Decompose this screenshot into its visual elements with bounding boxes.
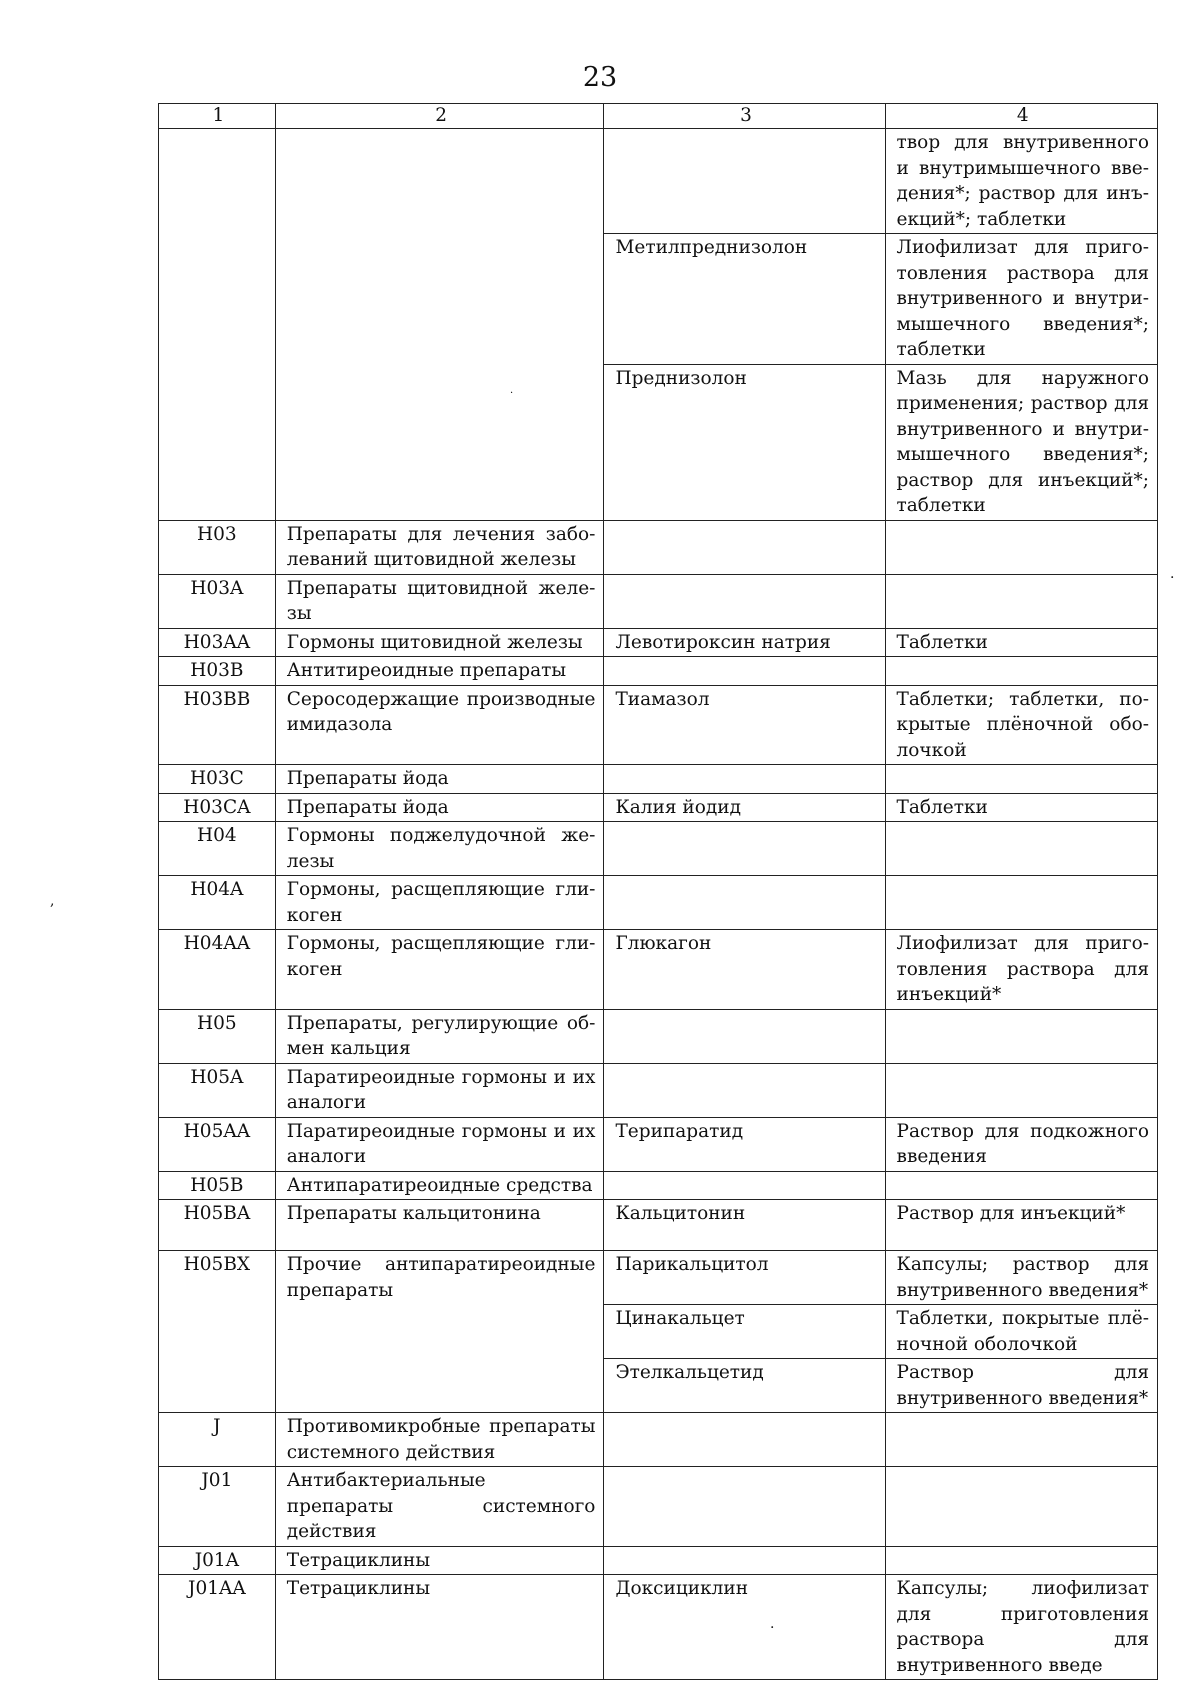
group-name-cell: Препараты, регулирующие обмен кальция bbox=[275, 1009, 604, 1063]
table-row bbox=[159, 628, 1158, 657]
atc-code-cell: H05A bbox=[159, 1063, 276, 1117]
dosage-form-cell: Капсулы; раствор для внутривенного введения* bbox=[885, 1251, 1157, 1305]
dosage-form-cell: Таблетки bbox=[885, 793, 1157, 822]
atc-code-cell: H03A bbox=[159, 574, 276, 628]
group-name-cell: Гормоны поджелудочной железы bbox=[275, 822, 604, 876]
header-col-1: 1 bbox=[159, 104, 276, 129]
dosage-form-cell: Раствор для внутривенного введения* bbox=[885, 1359, 1157, 1413]
table-row bbox=[159, 1251, 1158, 1305]
table-row bbox=[159, 129, 1158, 234]
group-name-cell: Прочие антипаратиреоидные препараты bbox=[275, 1251, 604, 1413]
scan-mark: · bbox=[1170, 570, 1175, 586]
table-row bbox=[159, 793, 1158, 822]
table-row bbox=[159, 765, 1158, 794]
drug-name-cell bbox=[604, 657, 885, 686]
atc-code-cell: H05BX bbox=[159, 1251, 276, 1413]
atc-code-cell: H04 bbox=[159, 822, 276, 876]
group-name-cell bbox=[275, 129, 604, 521]
drug-name-cell bbox=[604, 765, 885, 794]
scan-mark: · bbox=[510, 388, 514, 399]
dosage-form-cell bbox=[885, 657, 1157, 686]
table-row bbox=[159, 876, 1158, 930]
table-row bbox=[159, 685, 1158, 765]
group-name-cell: Серосодержащие производные имидазола bbox=[275, 685, 604, 765]
drug-name-cell bbox=[604, 1546, 885, 1575]
table-row bbox=[159, 657, 1158, 686]
dosage-form-cell bbox=[885, 1009, 1157, 1063]
drug-name-cell: Глюкагон bbox=[604, 930, 885, 1010]
dosage-form-cell: Таблетки bbox=[885, 628, 1157, 657]
dosage-form-cell bbox=[885, 574, 1157, 628]
table-row bbox=[159, 574, 1158, 628]
dosage-form-cell: Таблетки, покрытые плёночной оболочкой bbox=[885, 1305, 1157, 1359]
dosage-form-cell: Таблетки; таблетки, покрытые плёночной оболочкой bbox=[885, 685, 1157, 765]
group-name-cell: Антибактериальные препараты системного действия bbox=[275, 1467, 604, 1547]
scan-mark: , bbox=[50, 893, 55, 909]
drug-name-cell: Преднизолон bbox=[604, 364, 885, 520]
header-col-3: 3 bbox=[604, 104, 885, 129]
drug-name-cell: Калия йодид bbox=[604, 793, 885, 822]
dosage-form-cell bbox=[885, 1467, 1157, 1547]
group-name-cell: Тетрациклины bbox=[275, 1546, 604, 1575]
group-name-cell: Препараты щитовидной железы bbox=[275, 574, 604, 628]
atc-code-cell: J01AA bbox=[159, 1575, 276, 1680]
dosage-form-cell bbox=[885, 1413, 1157, 1467]
atc-code-cell: J bbox=[159, 1413, 276, 1467]
dosage-form-cell bbox=[885, 520, 1157, 574]
drug-name-cell bbox=[604, 876, 885, 930]
dosage-form-cell: Лиофилизат для приготовления раствора для инъекций* bbox=[885, 930, 1157, 1010]
table-row bbox=[159, 1117, 1158, 1171]
dosage-form-cell: твор для внутривенного и внутримышечного введения*; раствор для инъекций*; таблетки bbox=[885, 129, 1157, 234]
group-name-cell: Препараты йода bbox=[275, 765, 604, 794]
atc-code-cell: H05AA bbox=[159, 1117, 276, 1171]
drug-name-cell: Тиамазол bbox=[604, 685, 885, 765]
dosage-form-cell: Капсулы; лиофилизат для приготовления раствора для внутривенного введе bbox=[885, 1575, 1157, 1680]
drug-name-cell bbox=[604, 574, 885, 628]
dosage-form-cell bbox=[885, 876, 1157, 930]
group-name-cell: Препараты йода bbox=[275, 793, 604, 822]
table-row bbox=[159, 1467, 1158, 1547]
group-name-cell: Паратиреоидные гормоны и их аналоги bbox=[275, 1117, 604, 1171]
atc-code-cell: H05BA bbox=[159, 1200, 276, 1251]
drug-name-cell: Цинакальцет bbox=[604, 1305, 885, 1359]
table-row bbox=[159, 1200, 1158, 1251]
group-name-cell: Антитиреоидные препараты bbox=[275, 657, 604, 686]
atc-code-cell: H03C bbox=[159, 765, 276, 794]
table-row bbox=[159, 520, 1158, 574]
dosage-form-cell: Мазь для наружного применения; раствор для внутривенного и внутримышечного введения*; раствор для инъекций*; таблетки bbox=[885, 364, 1157, 520]
atc-code-cell: H03AA bbox=[159, 628, 276, 657]
drug-name-cell bbox=[604, 520, 885, 574]
group-name-cell: Препараты для лечения заболеваний щитовидной железы bbox=[275, 520, 604, 574]
table-row bbox=[159, 1546, 1158, 1575]
drug-name-cell bbox=[604, 1413, 885, 1467]
atc-code-cell: H03CA bbox=[159, 793, 276, 822]
atc-code-cell: H05B bbox=[159, 1171, 276, 1200]
table-row bbox=[159, 822, 1158, 876]
drug-name-cell: Доксициклин bbox=[604, 1575, 885, 1680]
table-row bbox=[159, 1575, 1158, 1680]
drug-name-cell bbox=[604, 1009, 885, 1063]
atc-code-cell: J01 bbox=[159, 1467, 276, 1547]
table-row bbox=[159, 1171, 1158, 1200]
dosage-form-cell: Раствор для подкожного введения bbox=[885, 1117, 1157, 1171]
drug-name-cell: Парикальцитол bbox=[604, 1251, 885, 1305]
table-row bbox=[159, 930, 1158, 1010]
drug-name-cell: Терипаратид bbox=[604, 1117, 885, 1171]
table-row bbox=[159, 1413, 1158, 1467]
atc-code-cell: H05 bbox=[159, 1009, 276, 1063]
drug-name-cell bbox=[604, 822, 885, 876]
drug-name-cell bbox=[604, 1467, 885, 1547]
group-name-cell: Гормоны, расщепляющие гликоген bbox=[275, 876, 604, 930]
group-name-cell: Противомикробные препараты системного действия bbox=[275, 1413, 604, 1467]
drug-name-cell: Метилпреднизолон bbox=[604, 234, 885, 365]
drug-classification-table bbox=[158, 103, 1158, 1680]
header-col-4: 4 bbox=[885, 104, 1157, 129]
atc-code-cell: H03 bbox=[159, 520, 276, 574]
table-row bbox=[159, 1009, 1158, 1063]
group-name-cell: Паратиреоидные гормоны и их аналоги bbox=[275, 1063, 604, 1117]
drug-name-cell bbox=[604, 1063, 885, 1117]
atc-code-cell: J01A bbox=[159, 1546, 276, 1575]
dosage-form-cell bbox=[885, 822, 1157, 876]
drug-name-cell bbox=[604, 129, 885, 234]
group-name-cell: Тетрациклины bbox=[275, 1575, 604, 1680]
drug-name-cell: Кальцитонин bbox=[604, 1200, 885, 1251]
atc-code-cell: H03BB bbox=[159, 685, 276, 765]
group-name-cell: Гормоны, расщепляющие гликоген bbox=[275, 930, 604, 1010]
atc-code-cell: H03B bbox=[159, 657, 276, 686]
header-col-2: 2 bbox=[275, 104, 604, 129]
dosage-form-cell bbox=[885, 1063, 1157, 1117]
drug-name-cell: Левотироксин натрия bbox=[604, 628, 885, 657]
group-name-cell: Антипаратиреоидные средства bbox=[275, 1171, 604, 1200]
group-name-cell: Гормоны щитовидной железы bbox=[275, 628, 604, 657]
page-number: 23 bbox=[582, 62, 618, 93]
group-name-cell: Препараты кальцитонина bbox=[275, 1200, 604, 1251]
dosage-form-cell: Раствор для инъекций* bbox=[885, 1200, 1157, 1251]
table-header-row bbox=[159, 104, 1158, 129]
atc-code-cell: H04AA bbox=[159, 930, 276, 1010]
drug-name-cell: Этелкальцетид bbox=[604, 1359, 885, 1413]
scan-mark: · bbox=[770, 1620, 775, 1636]
table-row bbox=[159, 1063, 1158, 1117]
dosage-form-cell bbox=[885, 1546, 1157, 1575]
atc-code-cell bbox=[159, 129, 276, 521]
dosage-form-cell bbox=[885, 1171, 1157, 1200]
drug-name-cell bbox=[604, 1171, 885, 1200]
dosage-form-cell: Лиофилизат для приготовления раствора для внутривенного и внутримышечного введения*; таблетки bbox=[885, 234, 1157, 365]
dosage-form-cell bbox=[885, 765, 1157, 794]
atc-code-cell: H04A bbox=[159, 876, 276, 930]
